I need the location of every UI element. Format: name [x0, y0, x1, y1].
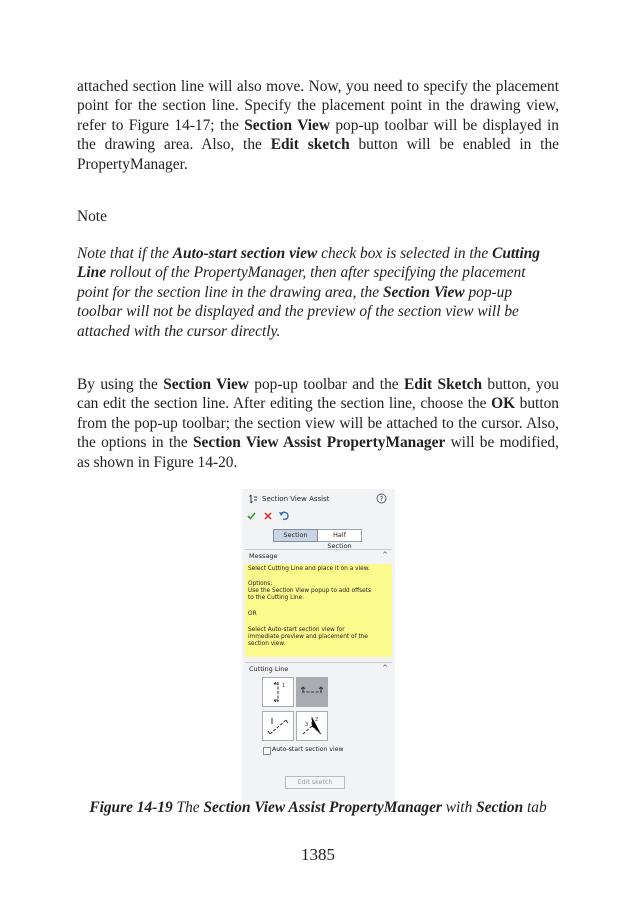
- auxiliary-cutting-line-button[interactable]: [262, 711, 294, 741]
- aligned-cutting-line-button[interactable]: [296, 711, 328, 741]
- bent-line-icon: [297, 712, 327, 740]
- cancel-x-icon[interactable]: [264, 512, 272, 520]
- note-text: Note that if the Auto-start section view check box is selected in the Cutting Line rollout of the PropertyManager, then after specifying the placement point for the section line in the drawing area, the Section View pop-up toolbar will not be displayed and the preview of the section view will be attached with the cursor directly.: [77, 245, 540, 340]
- message-header[interactable]: Message ^: [245, 549, 392, 564]
- horizontal-line-icon: [297, 678, 327, 706]
- svg-text:1: 1: [282, 683, 286, 689]
- paragraph-intro: attached section line will also move. Now, you need to specify the placement point for the section line. Specify the placement point in the drawing view, refer to Figure 14-17; the Section View pop-up toolbar will be displayed in the drawing area. Also, the Edit sketch button will be enabled in the PropertyManager.: [77, 78, 559, 173]
- note-heading: Note: [77, 208, 107, 225]
- message-box: Select Cutting Line and place it on a view. Options: Use the Section View popup to add offsets to the Cutting Line. OR Select Auto-start section view for immediate preview and placement of the section view.: [245, 564, 392, 657]
- svg-text:2: 2: [315, 717, 319, 723]
- auto-start-checkbox[interactable]: [263, 747, 271, 755]
- section-view-assist-panel: [242, 489, 395, 801]
- edit-sketch-button[interactable]: Edit sketch: [285, 776, 345, 789]
- svg-text:3: 3: [305, 722, 309, 728]
- aligned-line-icon: [263, 712, 293, 740]
- paragraph-edit-section: By using the Section View pop-up toolbar and the Edit Sketch button, you can edit the section line. After editing the section line, choose the OK button from the pop-up toolbar; the section view will be attached to the cursor. Also, the options in the Section View Assist PropertyManager will be modified, as shown in Figure 14-20.: [77, 376, 559, 471]
- vertical-line-icon: [263, 678, 293, 706]
- tab-section[interactable]: Section: [273, 529, 318, 542]
- vertical-cutting-line-button[interactable]: [262, 677, 294, 707]
- auto-start-label: Auto-start section view: [272, 746, 344, 753]
- help-icon[interactable]: [376, 493, 387, 504]
- horizontal-cutting-line-button[interactable]: [296, 677, 328, 707]
- ok-checkmark-icon[interactable]: [247, 512, 256, 520]
- collapse-caret-icon: ^: [382, 664, 388, 672]
- svg-text:?: ?: [379, 495, 384, 503]
- tab-half-section[interactable]: Half Section: [318, 529, 362, 542]
- undo-icon[interactable]: [278, 510, 290, 521]
- collapse-caret-icon: ^: [382, 551, 388, 559]
- page-number: 1385: [301, 845, 335, 864]
- figure-caption: Figure 14-19 The Section View Assist PropertyManager with Section tab: [89, 799, 547, 816]
- panel-title: Section View Assist: [262, 495, 330, 503]
- section-tabs: [273, 529, 362, 550]
- section-view-icon: [249, 494, 258, 505]
- cutting-line-header[interactable]: Cutting Line ^: [245, 662, 392, 677]
